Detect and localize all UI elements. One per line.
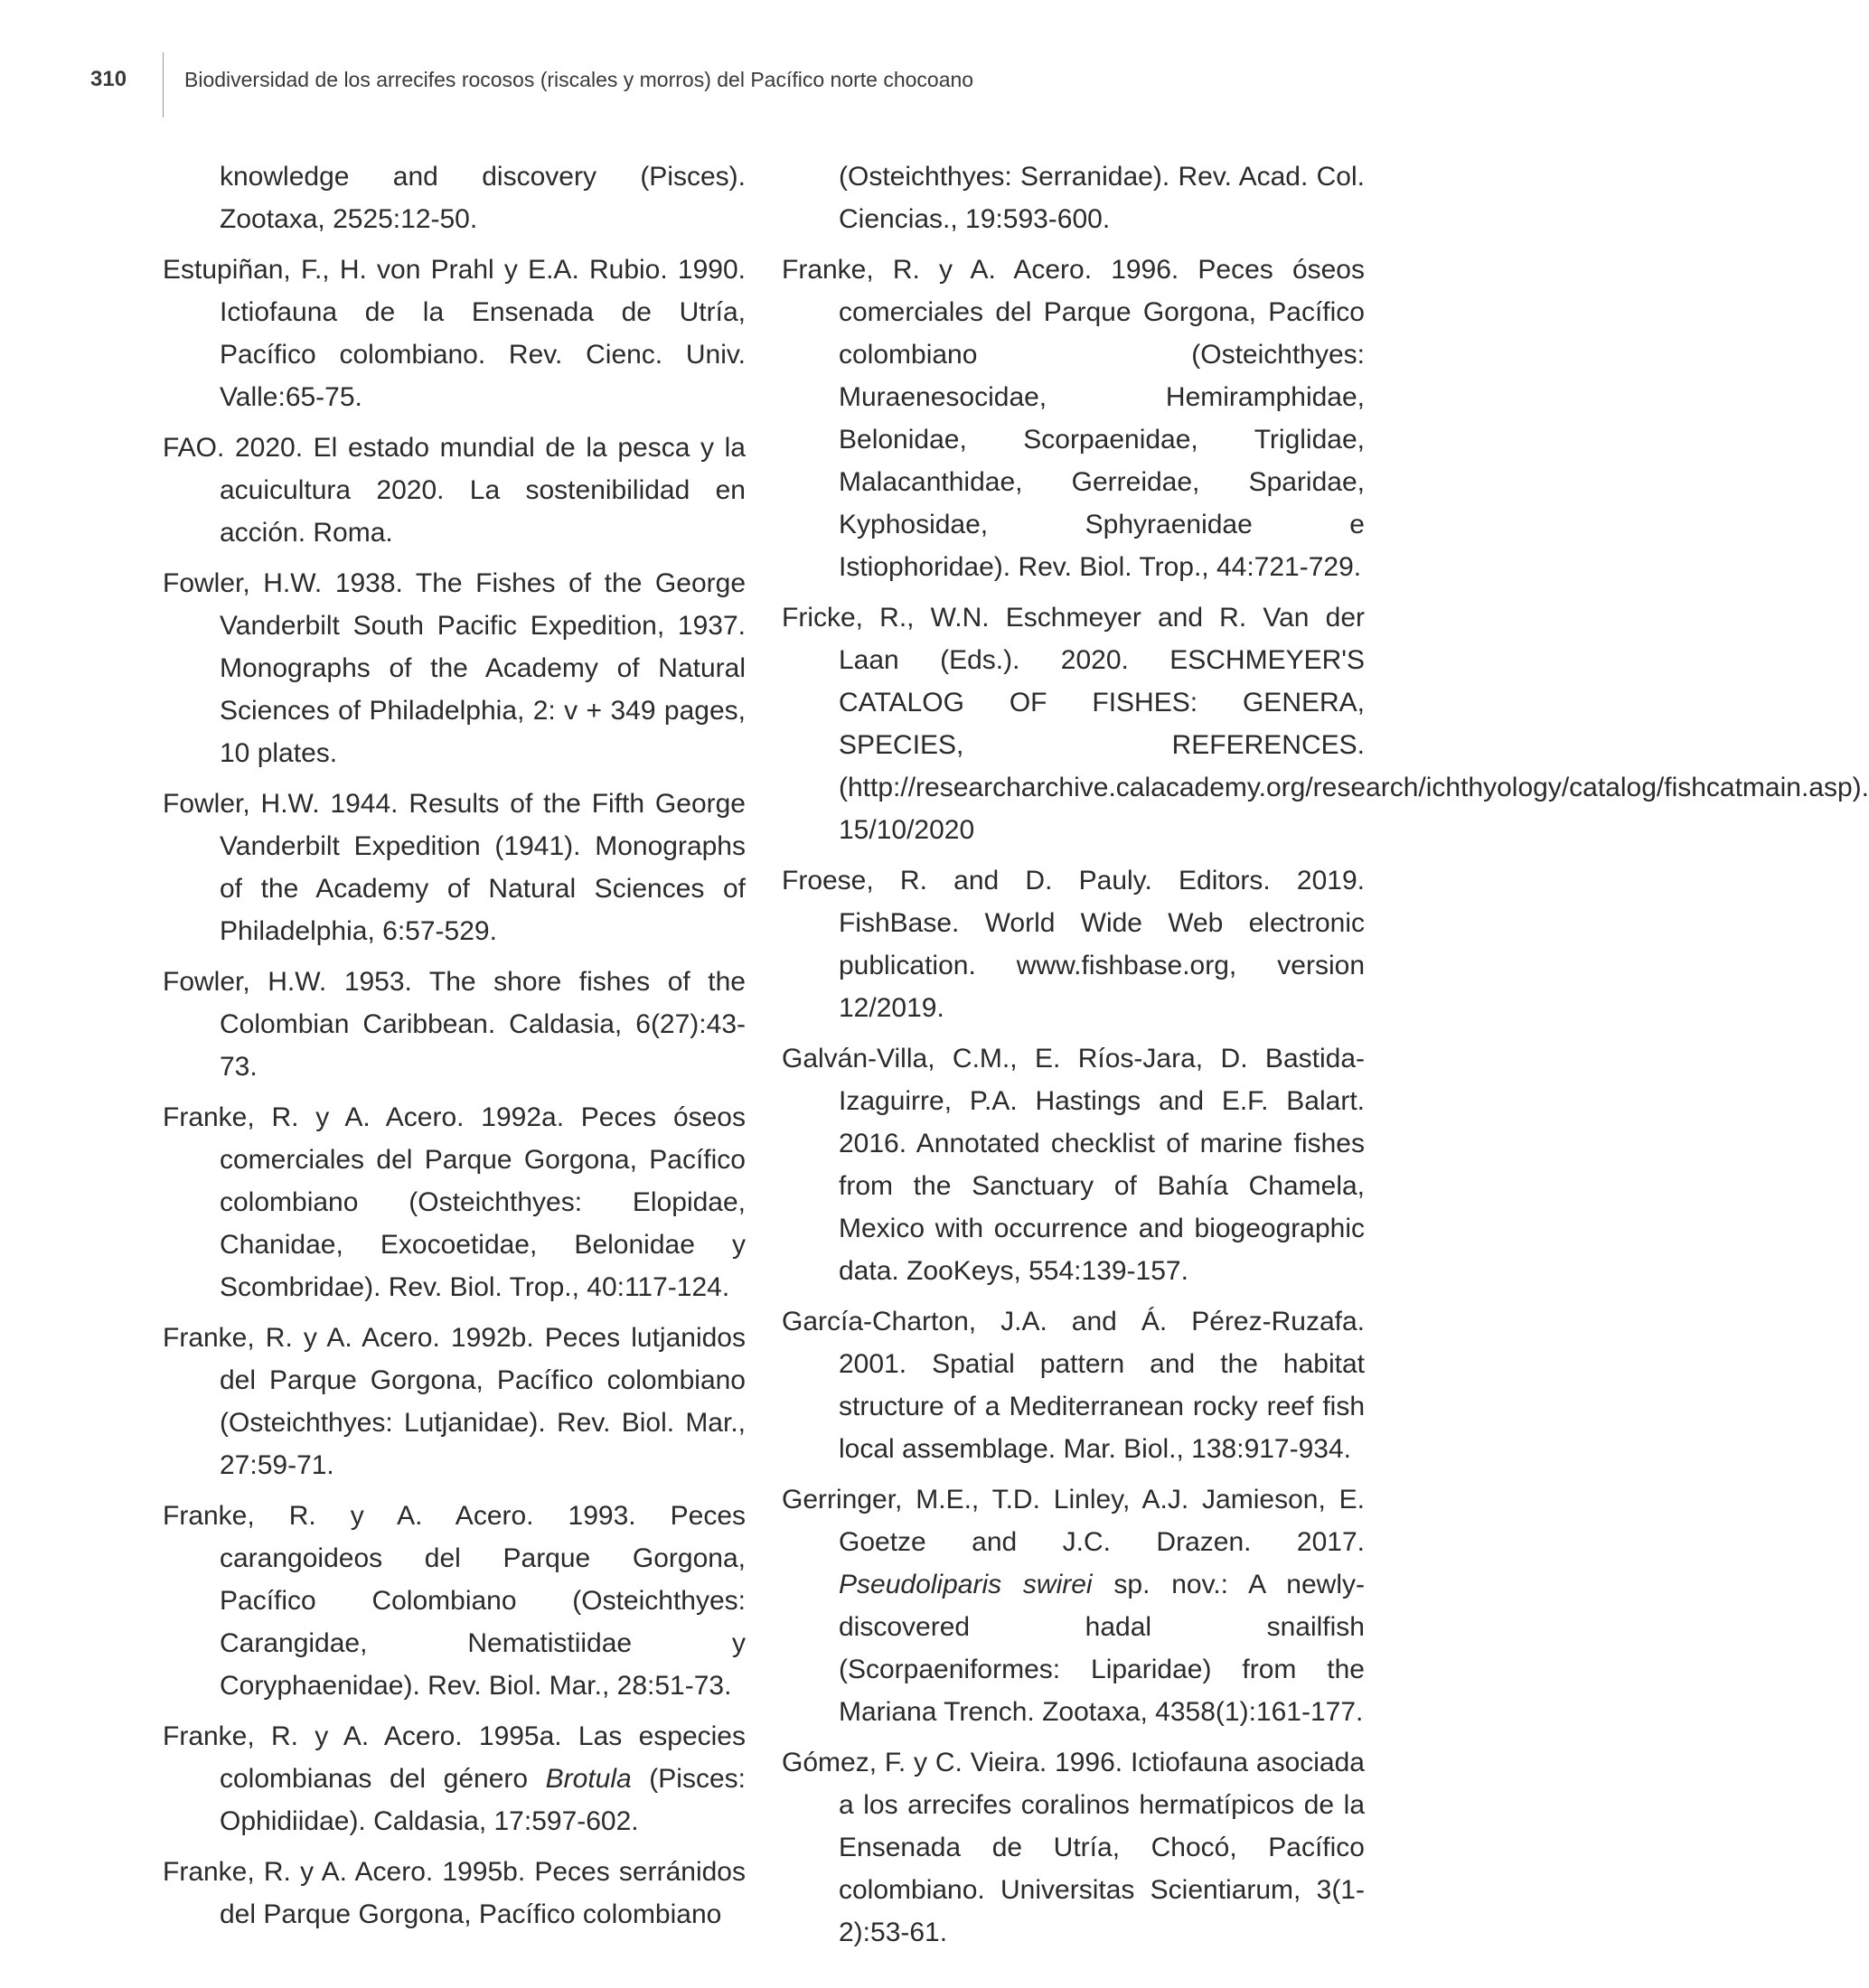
reference-entry: Fricke, R., W.N. Eschmeyer and R. Van der Laan (Eds.). 2020. ESCHMEYER'S CATALOG OF FISHES: GENERA, SPECIES, REFERENCES. (http://researcharchive.calacademy.org/research/ichthyology/catalog/fishcatmain.asp). 15/10/2020 <box>782 603 1869 845</box>
species-name: Pseudoliparis swirei <box>839 1570 1093 1599</box>
reference-entry: Fowler, H.W. 1953. The shore fishes of the Colombian Caribbean. Caldasia, 6(27):43-73. <box>163 967 746 1082</box>
left-column <box>163 155 746 1944</box>
reference-text: sp. nov.: A newly-discovered hadal snailfish (Scorpaeniformes: Liparidae) from the Mariana Trench. Zootaxa, 4358(1):161-177. <box>839 1570 1366 1727</box>
reference-entry: Franke, R. y A. Acero. 1992a. Peces óseos comerciales del Parque Gorgona, Pacífico colombiano (Osteichthyes: Elopidae, Chanidae, Exocoetidae, Belonidae y Scombridae). Rev. Biol. Trop., 40:117-124. <box>163 1102 746 1302</box>
reference-text: (Pisces: Ophidiidae). Caldasia, 17:597-602. <box>220 1764 746 1836</box>
running-title: Biodiversidad de los arrecifes rocosos (riscales y morros) del Pacífico norte chocoano <box>184 68 974 91</box>
reference-entry: Franke, R. y A. Acero. 1995b. Peces serránidos del Parque Gorgona, Pacífico colombiano <box>163 1857 746 1929</box>
reference-entry <box>163 1715 746 1843</box>
reference-entry: Franke, R. y A. Acero. 1992b. Peces lutjanidos del Parque Gorgona, Pacífico colombiano (Osteichthyes: Lutjanidae). Rev. Biol. Mar., 27:59-71. <box>163 1323 746 1480</box>
reference-entry: Estupiñan, F., H. von Prahl y E.A. Rubio. 1990. Ictiofauna de la Ensenada de Utría, Pacífico colombiano. Rev. Cienc. Univ. Valle:65-75. <box>163 255 746 412</box>
reference-entry: knowledge and discovery (Pisces). Zootaxa, 2525:12-50. <box>220 162 746 234</box>
reference-entry: García-Charton, J.A. and Á. Pérez-Ruzafa. 2001. Spatial pattern and the habitat structure of a Mediterranean rocky reef fish local assemblage. Mar. Biol., 138:917-934. <box>782 1307 1365 1464</box>
reference-text: Franke, R. y A. Acero. 1995a. Las especies colombianas del género <box>163 1721 746 1794</box>
reference-entry: Franke, R. y A. Acero. 1996. Peces óseos comerciales del Parque Gorgona, Pacífico colombiano (Osteichthyes: Muraenesocidae, Hemiramphidae, Belonidae, Scorpaenidae, Triglidae, Malacanthidae, Gerreidae, Sparidae, Kyphosidae, Sphyraenidae e Istiophoridae). Rev. Biol. Trop., 44:721-729. <box>782 255 1365 582</box>
page-header <box>90 52 1446 125</box>
reference-entry: Gómez, F. y C. Vieira. 1996. Ictiofauna asociada a los arrecifes coralinos hermatípicos de la Ensenada de Utría, Chocó, Pacífico colombiano. Universitas Scientiarum, 3(1-2):53-61. <box>782 1748 1365 1947</box>
reference-entry: FAO. 2020. El estado mundial de la pesca y la acuicultura 2020. La sostenibilidad en acción. Roma. <box>163 433 746 548</box>
reference-entry: Franke, R. y A. Acero. 1993. Peces carangoideos del Parque Gorgona, Pacífico Colombiano (Osteichthyes: Carangidae, Nematistiidae y Coryphaenidae). Rev. Biol. Mar., 28:51-73. <box>163 1501 746 1701</box>
species-name: Brotula <box>545 1764 632 1794</box>
reference-entry: Fowler, H.W. 1938. The Fishes of the George Vanderbilt South Pacific Expedition, 1937. Monographs of the Academy of Natural Sciences of Philadelphia, 2: v + 349 pages, 10 plates. <box>163 568 746 768</box>
right-column <box>782 155 1869 1962</box>
header-divider <box>163 52 164 117</box>
reference-text: Gerringer, M.E., T.D. Linley, A.J. Jamieson, E. Goetze and J.C. Drazen. 2017. <box>782 1485 1365 1557</box>
page-number: 310 <box>90 67 127 91</box>
reference-entry <box>782 1478 1365 1733</box>
reference-entry: Fowler, H.W. 1944. Results of the Fifth George Vanderbilt Expedition (1941). Monographs of the Academy of Natural Sciences of Philadelphia, 6:57-529. <box>163 789 746 946</box>
reference-entry: Galván-Villa, C.M., E. Ríos-Jara, D. Bastida-Izaguirre, P.A. Hastings and E.F. Balart. 2016. Annotated checklist of marine fishes from the Sanctuary of Bahía Chamela, Mexico with occurrence and biogeographic data. ZooKeys, 554:139-157. <box>782 1044 1365 1286</box>
reference-entry: (Osteichthyes: Serranidae). Rev. Acad. Col. Ciencias., 19:593-600. <box>839 162 1365 234</box>
reference-entry: Froese, R. and D. Pauly. Editors. 2019. FishBase. World Wide Web electronic publication. www.fishbase.org, version 12/2019. <box>782 866 1365 1023</box>
